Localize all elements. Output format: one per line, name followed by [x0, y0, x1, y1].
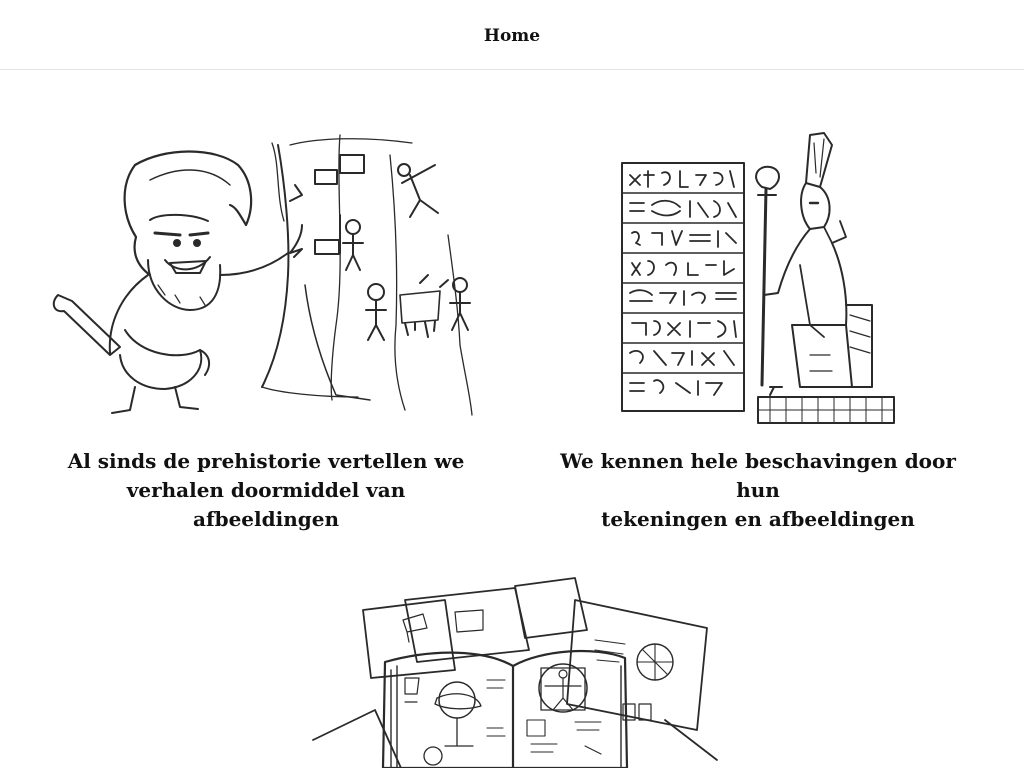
section-caption-prehistory	[60, 447, 472, 534]
caption-line: We kennen hele beschavingen door hun	[560, 449, 956, 502]
caption-line: Al sinds de prehistorie vertellen we	[67, 449, 465, 473]
section-caption-civilizations	[552, 447, 964, 534]
nav-home-link[interactable]: Home	[483, 26, 541, 46]
caveman-cave-painting-illustration	[40, 125, 490, 420]
open-book-drawings-illustration	[305, 570, 725, 768]
caption-line: verhalen doormiddel van afbeeldingen	[126, 478, 406, 531]
top-navigation-bar	[0, 0, 1024, 70]
egyptian-hieroglyphs-illustration	[610, 125, 910, 425]
caption-line: tekeningen en afbeeldingen	[601, 507, 915, 531]
